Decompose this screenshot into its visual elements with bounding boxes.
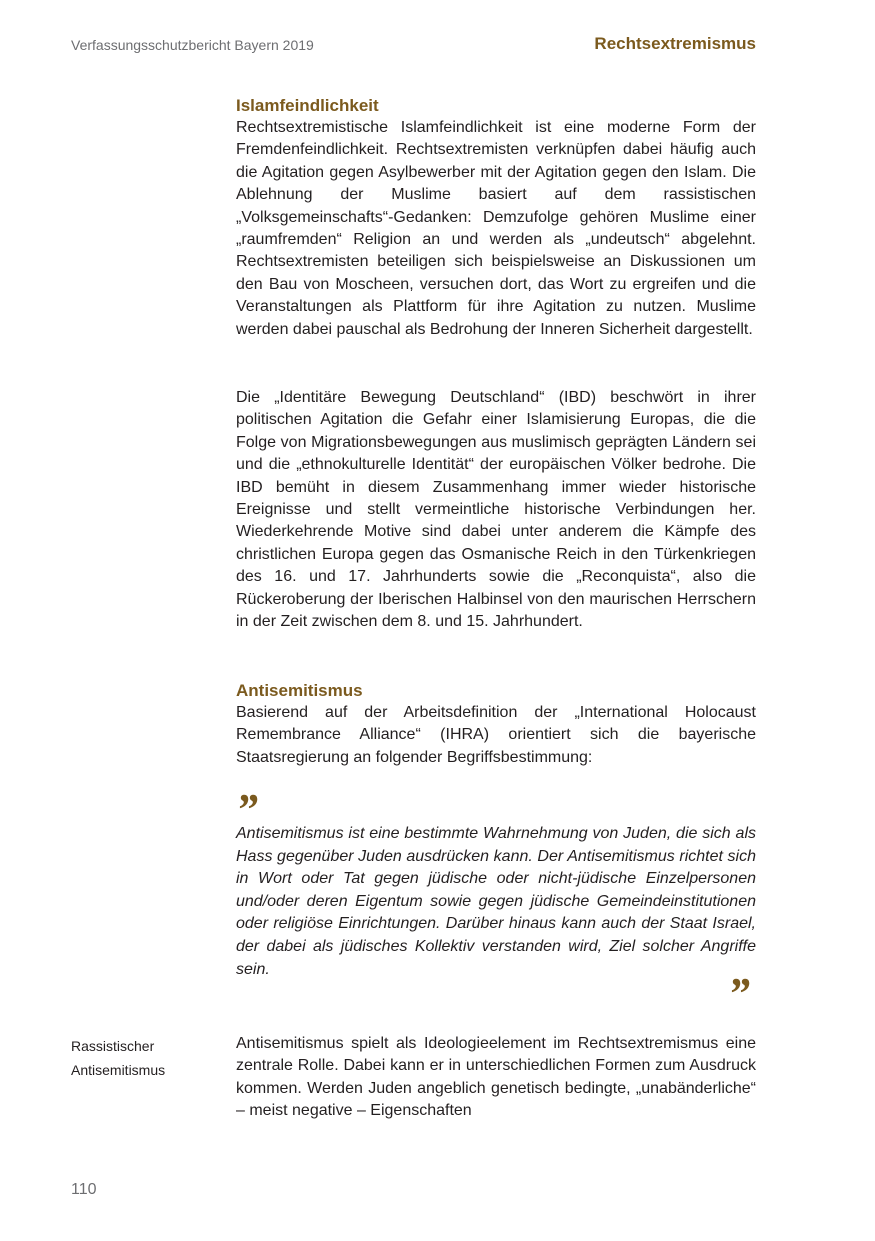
paragraph-islamfeindlichkeit-1: Rechtsextremistische Islamfeindlichkeit ist eine moderne Form der Fremdenfeindlichkeit. Rechtsextremisten verknüpfen dabei häufig auch die Agitation gegen Asylbewerber mit der Agitation gegen den Islam. Die Ablehnung der Muslime basiert auf dem rassistischen „Volksgemeinschafts“-Gedanken: Demzufolge gehören Muslime einer „raumfremden“ Religion an und werden als „undeutsch“ abgelehnt. Rechtsextremisten beteiligen sich beispielsweise an Diskussionen um den Bau von Moscheen, versuchen dort, das Wort zu ergreifen und die Veranstaltungen als Plattform für ihre Agitation zu nutzen. Muslime werden dabei pauschal als Bedrohung der Inneren Sicherheit dargestellt. [236, 119, 756, 338]
section-heading-antisemitismus: Antisemitismus [236, 681, 363, 700]
quote-text: Antisemitismus ist eine bestimmte Wahrnehmung von Juden, die sich als Hass gegenüber Juden ausdrücken kann. Der Antisemitismus richtet sich in Wort oder Tat gegen jüdische oder nicht-jüdische Einzelpersonen und/oder deren Eigentum sowie gegen jüdische Gemeindeinstitutionen oder religiöse Einrichtungen. Darüber hinaus kann auch der Staat Israel, der dabei als jüdisches Kollektiv verstanden wird, Ziel solcher Angriffe sein. [236, 825, 756, 978]
margin-note-line-2: Antisemitismus [71, 1062, 166, 1078]
page-number: 110 [71, 1181, 97, 1198]
section-rassistischer-antisemitismus [236, 1033, 756, 1123]
quote-close-mark: ” [728, 969, 750, 1018]
section-antisemitismus [236, 680, 756, 769]
section-heading-islamfeindlichkeit: Islamfeindlichkeit [236, 96, 379, 115]
paragraph-islamfeindlichkeit-2: Die „Identitäre Bewegung Deutschland“ (IBD) beschwört in ihrer politischen Agitation die Gefahr einer Islamisierung Europas, die die Folge von Migrationsbewegungen aus muslimisch geprägten Ländern sei und die „ethnokulturelle Identität“ der europäischen Völker bedrohe. Die IBD bemüht in diesem Zusammenhang immer wieder historische Ereignisse und stellt vermeintliche historische Verbindungen her. Wiederkehrende Motive sind dabei unter anderem die Kämpfe des christlichen Europa gegen das Osmanische Reich in den Türkenkriegen des 16. und 17. Jahrhunderts sowie die „Reconquista“, also die Rückeroberung der Iberischen Halbinsel von den maurischen Herrschern in der Zeit zwischen dem 8. und 15. Jahrhundert. [236, 389, 756, 631]
margin-note [71, 1034, 165, 1082]
running-header-title: Verfassungsschutzbericht Bayern 2019 [71, 37, 314, 53]
paragraph-antisemitismus-main: Antisemitismus spielt als Ideologieelement im Rechtsextremismus eine zentrale Rolle. Dabei kann er in unterschiedlichen Formen zum Ausdruck kommen. Werden Juden angeblich genetisch bedingte, „unabänderliche“ – meist negative – Eigenschaften [236, 1035, 756, 1120]
margin-note-line-1: Rassistischer [71, 1038, 155, 1054]
section-ibd-paragraph [236, 387, 756, 633]
running-header-chapter: Rechtsextremismus [594, 34, 756, 53]
paragraph-antisemitismus-intro: Basierend auf der Arbeitsdefinition der „International Holocaust Remembrance Alliance“ (IHRA) orientiert sich die bayerische Staatsregierung an folgender Begriffsbestimmung: [236, 704, 756, 766]
section-islamfeindlichkeit [236, 95, 756, 341]
quote-open-mark: ” [236, 785, 258, 834]
definition-quote [236, 823, 756, 981]
